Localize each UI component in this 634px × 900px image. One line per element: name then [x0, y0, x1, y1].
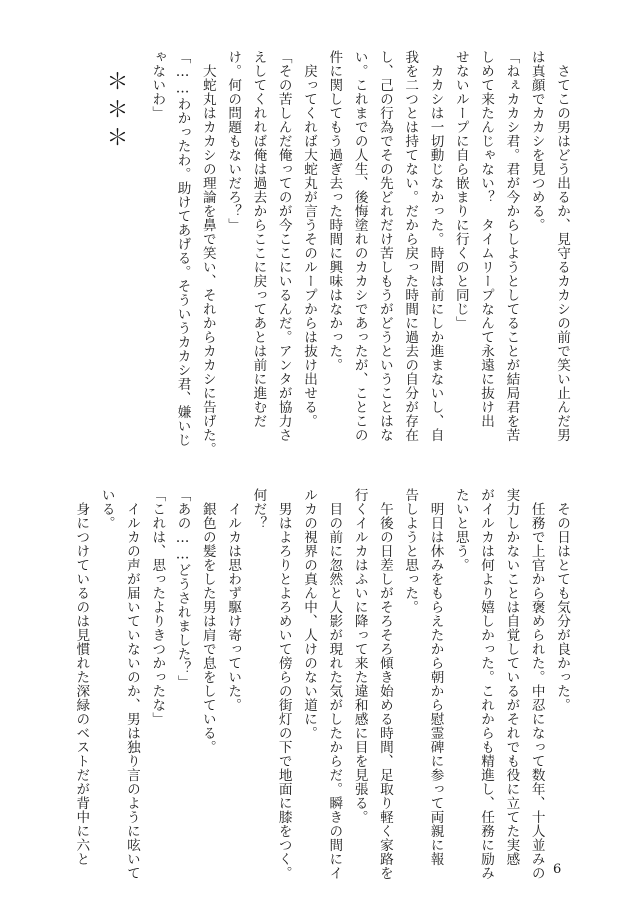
text-line: 目の前に忽然と人影が現れた気がしたからだ。瞬きの間にイ	[326, 488, 343, 880]
text-line: 行くイルカはふいに降って来た違和感に目を見張る。	[351, 488, 368, 824]
page-number: 6	[553, 862, 562, 877]
text-line: 「ねぇカカシ君。君が今からしようとしてることが結局君を苦	[503, 50, 520, 442]
text-line: 「……わかったわ。助けてあげる。そういうカカシ君、嫌いじ	[174, 50, 191, 447]
text-line: は真顔でカカシを見つめる。	[528, 50, 545, 232]
text-line: 何だ？	[250, 488, 267, 530]
text-line: 「その苦しんだ俺ってのが今ここにいるんだ。アンタが協力さ	[275, 50, 292, 442]
text-line: ルカの視界の真ん中、人けのない道に。	[301, 488, 318, 740]
text-line: 任務で上官から褒められた。中忍になって数年、十人並みの	[528, 488, 545, 880]
text-line: 告しようと思った。	[402, 488, 419, 614]
top-text-block	[144, 50, 574, 455]
text-line: 午後の日差しがそろそろ傾き始める時間、足取り軽く家路を	[376, 488, 393, 880]
text-line: 銀色の髪をした男は肩で息をしている。	[199, 488, 216, 754]
text-line: イルカは思わず駆け寄っていた。	[225, 488, 242, 712]
text-line: イルカの声が届いていないのか、男は独り言のように呟いて	[123, 488, 140, 880]
scene-separator: ＊＊＊	[103, 70, 128, 154]
text-line: 大蛇丸はカカシの理論を鼻で笑い、それからカカシに告げた。	[199, 50, 216, 456]
text-line: ゃないわ」	[149, 50, 166, 120]
text-line: 「これは、思ったよりきつかったな」	[149, 488, 166, 726]
text-line: い。これまでの人生、後悔塗れのカカシであったが、ことこの	[351, 50, 368, 442]
text-line: 実力しかないことは自覚しているがそれでも役に立てた実感	[503, 488, 520, 866]
text-line: 件に関してもう過ぎ去った時間に興味はなかった。	[326, 50, 343, 372]
text-line: け。何の問題もないだろ？」	[225, 50, 242, 232]
text-line: たいと思う。	[452, 488, 469, 572]
bottom-text-block	[68, 488, 574, 880]
text-line: 身につけているのは見慣れた深緑のベストだが背中に六と	[73, 488, 90, 866]
text-line: しめて来たんじゃない？ タイムリープなんて永遠に抜け出	[478, 50, 495, 428]
text-line: がイルカは何より嬉しかった。これからも精進し、任務に励み	[478, 488, 495, 880]
text-line: いる。	[98, 488, 115, 530]
text-line: 男はよろりとよろめいて傍らの街灯の下で地面に膝をつく。	[275, 488, 292, 880]
text-line: 明日は休みをもらえたから朝から慰霊碑に参って両親に報	[427, 488, 444, 866]
text-line: えしてくれれば俺は過去からここに戻ってあとは前に進むだ	[250, 50, 267, 428]
text-line: 我を二つとは持てない。だから戻った時間に過去の自分が存在	[402, 50, 419, 442]
text-line: 「あの……どうされました？」	[174, 488, 191, 689]
text-line: さてこの男はどう出るか、見守るカカシの前で笑い止んだ男	[554, 50, 570, 442]
text-line: せないループに自ら嵌まりに行くのと同じ」	[452, 50, 469, 330]
text-line: カカシは一切動じなかった。時間は前にしか進まないし、自	[427, 50, 444, 442]
text-line: その日はとても気分が良かった。	[554, 488, 570, 712]
text-line: し、己の行為でその先どれだけ苦しもうがどうということはな	[376, 50, 393, 442]
text-line: 戻ってくれば大蛇丸が言うそのループからは抜け出せる。	[301, 50, 318, 428]
